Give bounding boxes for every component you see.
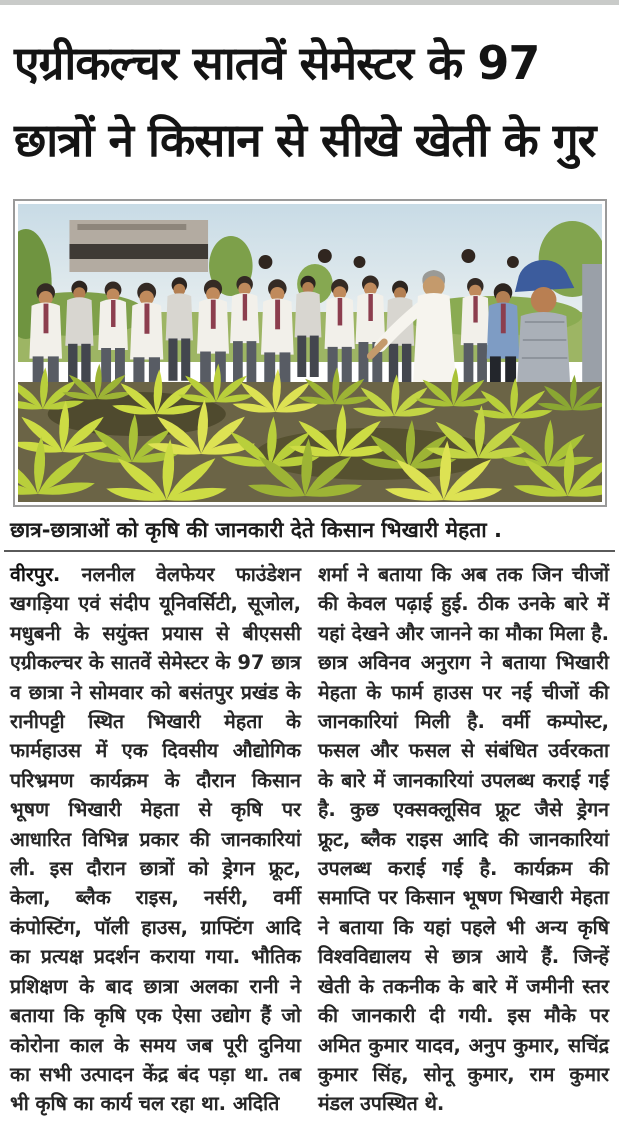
headline-line-1: एग्रीकल्चर सातवें सेमेस्टर के 97 xyxy=(14,36,540,90)
article-body xyxy=(0,552,619,1119)
body-column-left xyxy=(10,560,301,1119)
article-photo xyxy=(18,204,602,502)
article-photo-frame xyxy=(13,199,607,507)
headline-line-2: छात्रों ने किसान से सीखे खेती के गुर xyxy=(14,113,596,167)
photo-caption: छात्र-छात्राओं को कृषि की जानकारी देते किसान भिखारी मेहता . xyxy=(10,518,502,542)
body-left-text: नलनील वेलफेयर फाउंडेशन खगड़िया एवं संदीप यूनिवर्सिटी, सूजोल, मधुबनी के सयुंक्त प्रयास से बीएससी एग्रीकल्चर के सातवें सेमेस्टर के 97 छात्र व छात्रा ने सोमवार को बसंतपुर प्रखंड के रानीपट्टी स्थित भिखारी मेहता के फार्महाउस में एक दिवसीय औद्योगिक परिभ्रमण कार्यक्रम के दौरान किसान भूषण भिखारी मेहता से कृषि पर आधारित विभिन्न प्रकार की जानकारियां ली. इस दौरान छात्रों को ड्रेगन फ्रूट, केला, ब्लैक राइस, नर्सरी, वर्मी कंपोस्टिंग, पॉली हाउस, ग्राफ्टिंग आदि का प्रत्यक्ष प्रदर्शन कराया गया. भौतिक प्रशिक्षण के बाद छात्रा अलका रानी ने बताया कि कृषि एक ऐसा उद्योग हैं जो कोरोना काल के समय जब पूरी दुनिया का सभी उत्पादन केंद्र बंद पड़ा था. तब भी कृषि का कार्य चल रहा था. अदिति xyxy=(10,563,301,1116)
body-column-right xyxy=(318,560,609,1119)
dateline: वीरपुर. xyxy=(10,563,61,586)
article-headline xyxy=(0,5,619,189)
body-right-text: शर्मा ने बताया कि अब तक जिन चीजों की केवल पढ़ाई हुई. ठीक उनके बारे में यहां देखने और जानने का मौका मिला है. छात्र अविनव अनुराग ने बताया भिखारी मेहता के फार्म हाउस पर नई चीजों की जानकारियां मिली है. वर्मी कम्पोस्ट, फसल और फसल से संबंधित उर्वरकता के बारे में जानकारियां उपलब्ध कराई गई है. कुछ एक्सक्लूसिव फ्रूट जैसे ड्रेगन फ्रूट, ब्लैक राइस आदि की जानकारियां उपलब्ध कराई गई है. कार्यक्रम की समाप्ति पर किसान भूषण भिखारी मेहता ने बताया कि यहां पहले भी अन्य कृषि विश्वविद्यालय से छात्र आये हैं. जिन्हें खेती के तकनीक के बारे में जमीनी स्तर की जानकारी दी गयी. इस मौके पर अमित कुमार यादव, अनुप कुमार, सचिंद्र कुमार सिंह, सोनू कुमार, राम कुमार मंडल उपस्थित थे. xyxy=(318,563,609,1116)
